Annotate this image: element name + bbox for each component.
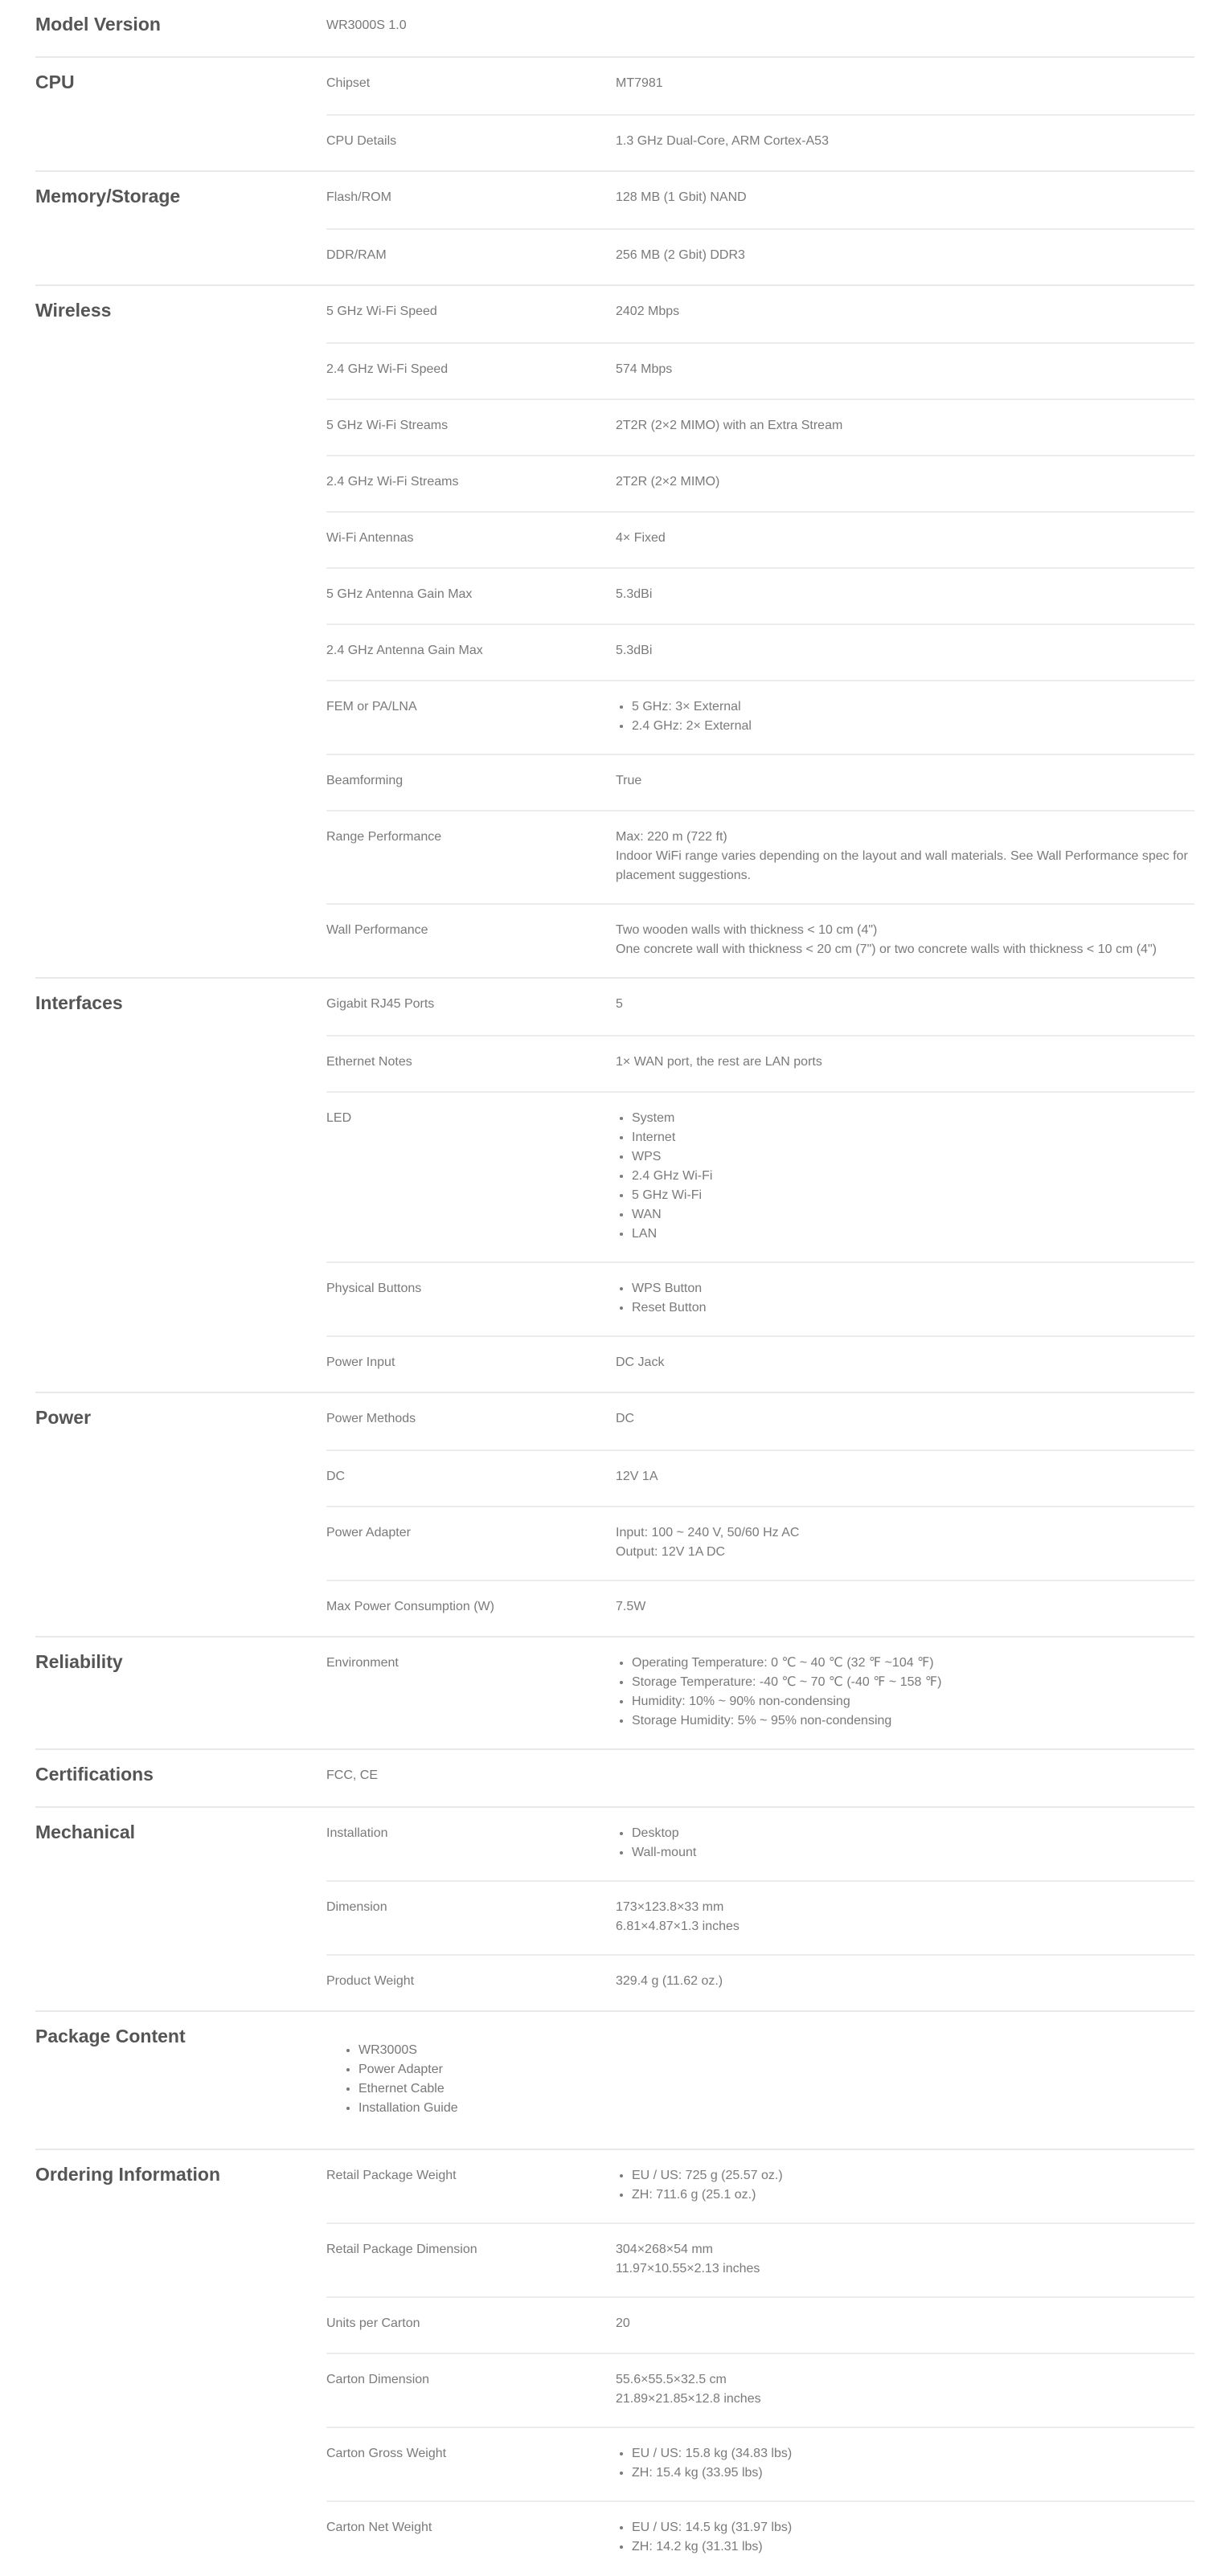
- list-item: • Power Adapter: [358, 2060, 1194, 2079]
- spec-row: [326, 1808, 1194, 1880]
- list-item: • Desktop: [632, 1824, 1194, 1843]
- list-item: • Installation Guide: [358, 2099, 1194, 2118]
- spec-row: [326, 1880, 1194, 1954]
- spec-value-line: 5.3dBi: [616, 587, 653, 601]
- spec-row: [326, 567, 1194, 624]
- list-item: • 2.4 GHz: 2× External: [632, 717, 1194, 736]
- section-reliability: [35, 1636, 1194, 1748]
- section-rows: [326, 979, 1194, 1392]
- spec-value-line: Output: 12V 1A DC: [616, 1545, 726, 1559]
- spec-value-line: FCC, CE: [326, 1768, 378, 1782]
- spec-row: [326, 2222, 1194, 2296]
- spec-row: [326, 58, 1194, 114]
- spec-value-line: 5.3dBi: [616, 644, 653, 657]
- section-mechanical: [35, 1806, 1194, 2010]
- spec-row: [326, 2500, 1194, 2574]
- spec-label: Units per Carton: [326, 2316, 420, 2330]
- spec-value-line: 329.4 g (11.62 oz.): [616, 1974, 723, 1988]
- spec-row: [326, 680, 1194, 754]
- section-title: Wireless: [35, 300, 112, 321]
- spec-value-line: 1.3 GHz Dual-Core, ARM Cortex-A53: [616, 134, 829, 148]
- spec-label: 5 GHz Antenna Gain Max: [326, 587, 473, 601]
- list-item: • 5 GHz Wi-Fi: [632, 1186, 1194, 1205]
- spec-value: [616, 995, 1194, 1017]
- section-rows: [326, 172, 1194, 284]
- spec-label: Range Performance: [326, 830, 442, 844]
- spec-value: [616, 1654, 1194, 1731]
- list-item: • 2.4 GHz Wi-Fi: [632, 1167, 1194, 1186]
- spec-label: Wall Performance: [326, 923, 428, 937]
- spec-row: [326, 2353, 1194, 2427]
- list-item: • Reset Button: [632, 1298, 1194, 1318]
- spec-row: [326, 1335, 1194, 1392]
- spec-bullet-list: [616, 1279, 1194, 1318]
- spec-label: Wi-Fi Antennas: [326, 531, 414, 545]
- spec-value: [616, 1824, 1194, 1862]
- list-item: • EU / US: 725 g (25.57 oz.): [632, 2166, 1194, 2186]
- spec-value: [616, 472, 1194, 493]
- section-rows: [326, 1638, 1194, 1748]
- spec-row: [326, 1506, 1194, 1580]
- spec-value-line: 2T2R (2×2 MIMO): [616, 475, 720, 489]
- spec-bullet-list: [616, 697, 1194, 736]
- spec-value-line: 12V 1A: [616, 1470, 658, 1483]
- spec-label: Retail Package Dimension: [326, 2243, 477, 2256]
- spec-value: [616, 1109, 1194, 1244]
- spec-row: [326, 2427, 1194, 2500]
- section-rows: [326, 2150, 1194, 2574]
- spec-value: [616, 1409, 1194, 1432]
- spec-value: [616, 585, 1194, 606]
- spec-row: [326, 1954, 1194, 2010]
- spec-label: Carton Gross Weight: [326, 2447, 447, 2460]
- spec-value-line: 2T2R (2×2 MIMO) with an Extra Stream: [616, 419, 843, 432]
- spec-value-line: 7.5W: [616, 1600, 646, 1613]
- spec-value: [616, 697, 1194, 736]
- spec-value: [616, 1972, 1194, 1993]
- spec-label: Carton Dimension: [326, 2373, 430, 2386]
- list-item: • WAN: [632, 1205, 1194, 1225]
- spec-value: [616, 771, 1194, 792]
- spec-label: LED: [326, 1111, 352, 1125]
- spec-value: [616, 2314, 1194, 2335]
- list-item: • EU / US: 15.8 kg (34.83 lbs): [632, 2444, 1194, 2464]
- spec-bullet-list: [616, 2166, 1194, 2205]
- spec-value-line: 2402 Mbps: [616, 305, 680, 318]
- spec-row: [326, 114, 1194, 170]
- spec-value-line: Indoor WiFi range varies depending on the layout and wall materials. See Wall Performance spec for placement suggestions.: [616, 849, 1188, 882]
- spec-value: [326, 1766, 1194, 1789]
- list-item: • ZH: 14.2 kg (31.31 lbs): [632, 2537, 1194, 2557]
- spec-row: [326, 624, 1194, 680]
- section-title: Mechanical: [35, 1822, 135, 1842]
- section-model-version: [35, 0, 1194, 56]
- spec-value-line: 11.97×10.55×2.13 inches: [616, 2262, 760, 2275]
- spec-value-line: 128 MB (1 Gbit) NAND: [616, 190, 747, 204]
- spec-value: [616, 1597, 1194, 1618]
- section-rows: [326, 1393, 1194, 1636]
- list-item: • Storage Temperature: -40 ℃ ~ 70 ℃ (-40 ℉ ~ 158 ℉): [632, 1673, 1194, 1692]
- section-title: Model Version: [35, 14, 161, 35]
- section-title: Ordering Information: [35, 2164, 220, 2185]
- spec-label: Chipset: [326, 76, 371, 90]
- section-rows: [326, 1750, 1194, 1806]
- spec-value-line: 1× WAN port, the rest are LAN ports: [616, 1055, 822, 1069]
- spec-row: [326, 511, 1194, 567]
- spec-label: Beamforming: [326, 774, 404, 787]
- spec-row: [326, 979, 1194, 1035]
- spec-value: [616, 1467, 1194, 1488]
- spec-bullet-list: [616, 1109, 1194, 1244]
- spec-value: [616, 2240, 1194, 2279]
- section-memory-storage: [35, 170, 1194, 284]
- spec-value: [616, 2444, 1194, 2483]
- list-item: • ZH: 711.6 g (25.1 oz.): [632, 2186, 1194, 2205]
- spec-value: [616, 2370, 1194, 2409]
- spec-value: [616, 1053, 1194, 1073]
- spec-value-line: DC: [616, 1412, 635, 1425]
- spec-row: [326, 903, 1194, 977]
- spec-value: [616, 2518, 1194, 2557]
- spec-value-line: DC Jack: [616, 1355, 665, 1369]
- section-rows: [326, 2012, 1194, 2149]
- spec-label: FEM or PA/LNA: [326, 700, 417, 714]
- section-title: Interfaces: [35, 992, 123, 1013]
- section-title: Memory/Storage: [35, 186, 181, 206]
- spec-label: Dimension: [326, 1900, 387, 1914]
- spec-value: [616, 132, 1194, 153]
- spec-label: 2.4 GHz Wi-Fi Streams: [326, 475, 459, 489]
- spec-value: [616, 1353, 1194, 1374]
- spec-value: [616, 416, 1194, 437]
- spec-row: [326, 1091, 1194, 1261]
- list-item: • WPS Button: [632, 1279, 1194, 1298]
- spec-value-line: WR3000S 1.0: [326, 18, 407, 32]
- spec-row: [326, 342, 1194, 399]
- spec-value: [616, 188, 1194, 211]
- spec-value-line: 5: [616, 997, 623, 1011]
- spec-row: [326, 399, 1194, 455]
- spec-label: Physical Buttons: [326, 1282, 422, 1295]
- section-rows: [326, 58, 1194, 170]
- spec-row: [326, 1750, 1194, 1806]
- list-item: • Wall-mount: [632, 1843, 1194, 1862]
- section-title: Power: [35, 1407, 92, 1428]
- spec-row: [326, 228, 1194, 284]
- spec-value-line: 256 MB (2 Gbit) DDR3: [616, 248, 745, 262]
- list-item: • ZH: 15.4 kg (33.95 lbs): [632, 2464, 1194, 2483]
- spec-value-line: 304×268×54 mm: [616, 2243, 713, 2256]
- spec-value-line: 4× Fixed: [616, 531, 666, 545]
- list-item: • 5 GHz: 3× External: [632, 697, 1194, 717]
- spec-label: Installation: [326, 1826, 388, 1840]
- list-item: • System: [632, 1109, 1194, 1128]
- section-rows: [326, 286, 1194, 977]
- spec-row: [326, 1035, 1194, 1091]
- spec-label: Carton Net Weight: [326, 2521, 432, 2534]
- section-title: Package Content: [35, 2026, 186, 2046]
- spec-value: [616, 74, 1194, 96]
- list-item: • WR3000S: [358, 2041, 1194, 2060]
- spec-value: [616, 246, 1194, 267]
- spec-label: 2.4 GHz Wi-Fi Speed: [326, 362, 449, 376]
- section-interfaces: [35, 977, 1194, 1392]
- spec-value-line: 574 Mbps: [616, 362, 673, 376]
- spec-label: 5 GHz Wi-Fi Streams: [326, 419, 449, 432]
- section-title: Reliability: [35, 1651, 123, 1672]
- spec-label: Gigabit RJ45 Ports: [326, 997, 435, 1011]
- spec-value: [616, 641, 1194, 662]
- section-wireless: [35, 284, 1194, 977]
- list-item: • Ethernet Cable: [358, 2079, 1194, 2099]
- section-rows: [326, 0, 1194, 56]
- spec-value: [616, 828, 1194, 885]
- list-item: • LAN: [632, 1225, 1194, 1244]
- spec-row: [326, 2296, 1194, 2353]
- spec-label: Flash/ROM: [326, 190, 391, 204]
- spec-label: Power Methods: [326, 1412, 416, 1425]
- spec-value: [616, 1279, 1194, 1318]
- spec-bullet-list: [616, 2444, 1194, 2483]
- section-title: Certifications: [35, 1764, 154, 1785]
- spec-row: [326, 0, 1194, 56]
- spec-row: [326, 1580, 1194, 1636]
- spec-label: DDR/RAM: [326, 248, 387, 262]
- spec-value: [616, 1523, 1194, 1562]
- list-item: • Storage Humidity: 5% ~ 95% non-condensing: [632, 1711, 1194, 1731]
- section-ordering-information: [35, 2149, 1194, 2574]
- spec-label: Power Input: [326, 1355, 395, 1369]
- spec-row: [326, 2150, 1194, 2222]
- spec-label: Product Weight: [326, 1974, 415, 1988]
- spec-row: [326, 286, 1194, 342]
- spec-value-line: 55.6×55.5×32.5 cm: [616, 2373, 727, 2386]
- spec-value: [616, 302, 1194, 325]
- spec-row: [326, 1638, 1194, 1748]
- spec-label: 5 GHz Wi-Fi Speed: [326, 305, 437, 318]
- spec-value-line: MT7981: [616, 76, 663, 90]
- spec-label: Ethernet Notes: [326, 1055, 412, 1069]
- spec-label: CPU Details: [326, 134, 397, 148]
- spec-label: DC: [326, 1470, 346, 1483]
- spec-value: [326, 2028, 1194, 2131]
- spec-row: [326, 455, 1194, 511]
- spec-row: [326, 2012, 1194, 2149]
- spec-value-line: 20: [616, 2316, 630, 2330]
- spec-value: [616, 2166, 1194, 2205]
- spec-table: [35, 0, 1194, 2574]
- section-rows: [326, 1808, 1194, 2010]
- spec-value: [616, 921, 1194, 959]
- spec-value-line: 173×123.8×33 mm: [616, 1900, 724, 1914]
- spec-value-line: 6.81×4.87×1.3 inches: [616, 1920, 740, 1933]
- spec-bullet-list: [616, 1654, 1194, 1731]
- spec-value-line: 21.89×21.85×12.8 inches: [616, 2392, 761, 2406]
- spec-value: [616, 1898, 1194, 1936]
- spec-row: [326, 1450, 1194, 1506]
- spec-bullet-list: [616, 1824, 1194, 1862]
- list-item: • Humidity: 10% ~ 90% non-condensing: [632, 1692, 1194, 1711]
- spec-bullet-list: [326, 2041, 1194, 2118]
- spec-value-line: Two wooden walls with thickness < 10 cm (4"): [616, 923, 878, 937]
- list-item: • EU / US: 14.5 kg (31.97 lbs): [632, 2518, 1194, 2537]
- spec-value: [326, 16, 1194, 39]
- list-item: • Internet: [632, 1128, 1194, 1147]
- spec-label: Power Adapter: [326, 1526, 411, 1539]
- section-power: [35, 1392, 1194, 1636]
- spec-value-line: Input: 100 ~ 240 V, 50/60 Hz AC: [616, 1526, 800, 1539]
- spec-bullet-list: [616, 2518, 1194, 2557]
- spec-value-line: True: [616, 774, 642, 787]
- spec-value: [616, 360, 1194, 381]
- spec-label: 2.4 GHz Antenna Gain Max: [326, 644, 483, 657]
- list-item: • Operating Temperature: 0 ℃ ~ 40 ℃ (32 ℉ ~104 ℉): [632, 1654, 1194, 1673]
- spec-value-line: One concrete wall with thickness < 20 cm (7") or two concrete walls with thickness < 10 cm (4"): [616, 942, 1157, 956]
- spec-value: [616, 529, 1194, 550]
- spec-label: Environment: [326, 1656, 399, 1670]
- spec-row: [326, 1393, 1194, 1450]
- section-certifications: [35, 1748, 1194, 1806]
- spec-row: [326, 754, 1194, 810]
- spec-row: [326, 172, 1194, 228]
- section-cpu: [35, 56, 1194, 170]
- list-item: • WPS: [632, 1147, 1194, 1167]
- spec-label: Retail Package Weight: [326, 2169, 457, 2182]
- spec-value-line: Max: 220 m (722 ft): [616, 830, 727, 844]
- spec-label: Max Power Consumption (W): [326, 1600, 494, 1613]
- section-title: CPU: [35, 72, 75, 92]
- spec-row: [326, 810, 1194, 903]
- spec-row: [326, 1261, 1194, 1335]
- section-package-content: [35, 2010, 1194, 2149]
